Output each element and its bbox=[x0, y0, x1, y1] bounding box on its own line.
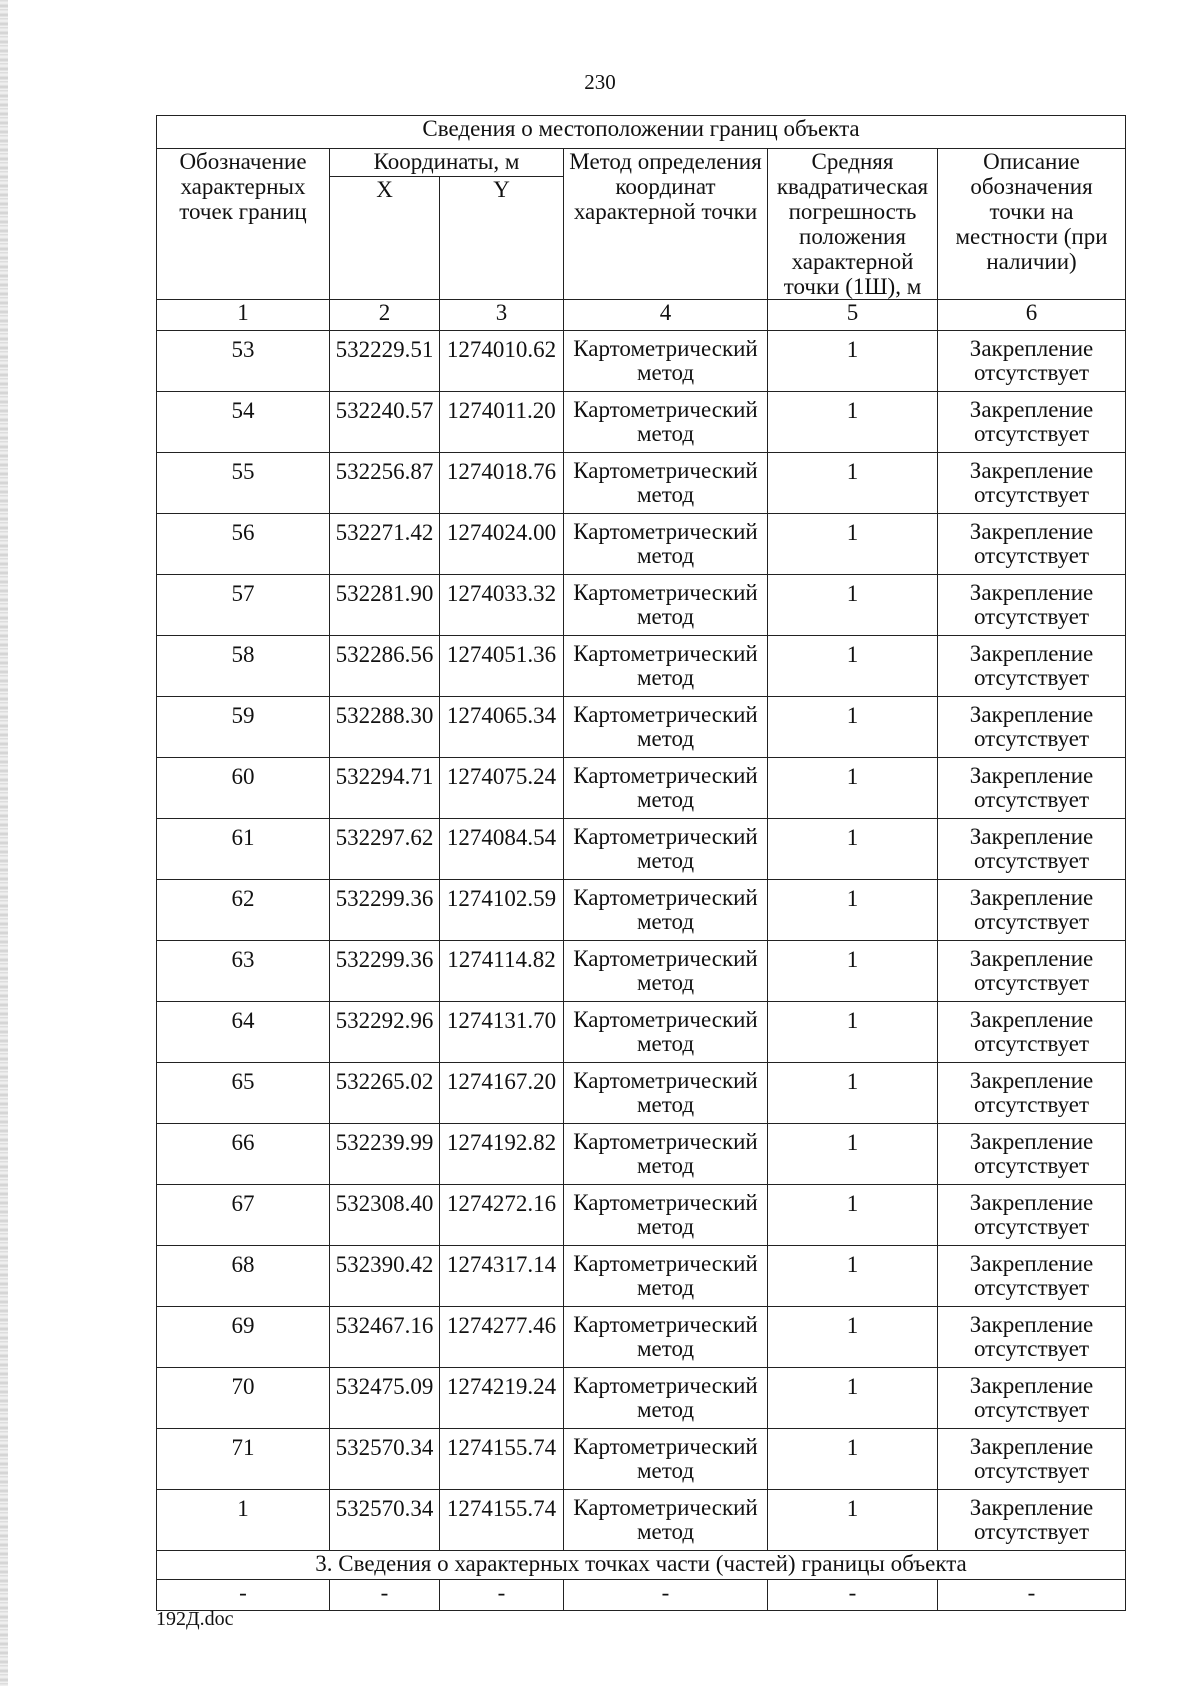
point-designation-cell: 53 bbox=[157, 331, 330, 392]
file-name-footer: 192Д.doc bbox=[156, 1608, 234, 1630]
method-cell: Картометрический метод bbox=[564, 1368, 768, 1429]
point-designation-cell: 1 bbox=[157, 1490, 330, 1551]
method-cell: Картометрический метод bbox=[564, 1307, 768, 1368]
header-designation: Обозначение характерных точек границ bbox=[157, 149, 330, 300]
method-cell: Картометрический метод bbox=[564, 453, 768, 514]
error-cell: 1 bbox=[768, 1307, 938, 1368]
column-number-row bbox=[157, 300, 1126, 331]
method-cell: Картометрический метод bbox=[564, 636, 768, 697]
header-y: Y bbox=[440, 177, 564, 300]
section-3-cell: - bbox=[768, 1580, 938, 1611]
x-coordinate-cell: 532467.16 bbox=[330, 1307, 440, 1368]
y-coordinate-cell: 1274114.82 bbox=[440, 941, 564, 1002]
y-coordinate-cell: 1274102.59 bbox=[440, 880, 564, 941]
error-cell: 1 bbox=[768, 1368, 938, 1429]
y-coordinate-cell: 1274084.54 bbox=[440, 819, 564, 880]
description-cell: Закрепление отсутствует bbox=[938, 697, 1126, 758]
error-cell: 1 bbox=[768, 1002, 938, 1063]
error-cell: 1 bbox=[768, 1063, 938, 1124]
table-title: Сведения о местоположении границ объекта bbox=[157, 116, 1126, 149]
table-row bbox=[157, 1002, 1126, 1063]
section-3-title: 3. Сведения о характерных точках части (частей) границы объекта bbox=[157, 1551, 1126, 1580]
description-cell: Закрепление отсутствует bbox=[938, 819, 1126, 880]
description-cell: Закрепление отсутствует bbox=[938, 392, 1126, 453]
method-cell: Картометрический метод bbox=[564, 514, 768, 575]
column-number: 3 bbox=[440, 300, 564, 331]
error-cell: 1 bbox=[768, 1124, 938, 1185]
error-cell: 1 bbox=[768, 758, 938, 819]
x-coordinate-cell: 532570.34 bbox=[330, 1429, 440, 1490]
table-row bbox=[157, 1063, 1126, 1124]
y-coordinate-cell: 1274317.14 bbox=[440, 1246, 564, 1307]
y-coordinate-cell: 1274033.32 bbox=[440, 575, 564, 636]
point-designation-cell: 60 bbox=[157, 758, 330, 819]
description-cell: Закрепление отсутствует bbox=[938, 758, 1126, 819]
error-cell: 1 bbox=[768, 819, 938, 880]
method-cell: Картометрический метод bbox=[564, 1429, 768, 1490]
description-cell: Закрепление отсутствует bbox=[938, 1429, 1126, 1490]
page-number: 230 bbox=[584, 70, 616, 94]
header-x: X bbox=[330, 177, 440, 300]
error-cell: 1 bbox=[768, 1429, 938, 1490]
description-cell: Закрепление отсутствует bbox=[938, 453, 1126, 514]
scan-edge bbox=[0, 0, 8, 1686]
x-coordinate-cell: 532229.51 bbox=[330, 331, 440, 392]
table-row bbox=[157, 514, 1126, 575]
point-designation-cell: 59 bbox=[157, 697, 330, 758]
description-cell: Закрепление отсутствует bbox=[938, 1246, 1126, 1307]
point-designation-cell: 68 bbox=[157, 1246, 330, 1307]
section-3-cell: - bbox=[564, 1580, 768, 1611]
table-row bbox=[157, 1124, 1126, 1185]
error-cell: 1 bbox=[768, 331, 938, 392]
header-coordinates: Координаты, м bbox=[330, 149, 564, 177]
description-cell: Закрепление отсутствует bbox=[938, 331, 1126, 392]
table-row bbox=[157, 697, 1126, 758]
y-coordinate-cell: 1274010.62 bbox=[440, 331, 564, 392]
description-cell: Закрепление отсутствует bbox=[938, 575, 1126, 636]
error-cell: 1 bbox=[768, 453, 938, 514]
error-cell: 1 bbox=[768, 941, 938, 1002]
column-number: 6 bbox=[938, 300, 1126, 331]
table-row bbox=[157, 758, 1126, 819]
column-number: 2 bbox=[330, 300, 440, 331]
table-row bbox=[157, 331, 1126, 392]
boundary-table bbox=[156, 115, 1126, 1611]
column-number: 4 bbox=[564, 300, 768, 331]
table-row bbox=[157, 575, 1126, 636]
table-row bbox=[157, 392, 1126, 453]
section-3-cell: - bbox=[440, 1580, 564, 1611]
description-cell: Закрепление отсутствует bbox=[938, 1368, 1126, 1429]
method-cell: Картометрический метод bbox=[564, 1490, 768, 1551]
table-row bbox=[157, 453, 1126, 514]
x-coordinate-cell: 532299.36 bbox=[330, 941, 440, 1002]
point-designation-cell: 69 bbox=[157, 1307, 330, 1368]
x-coordinate-cell: 532475.09 bbox=[330, 1368, 440, 1429]
y-coordinate-cell: 1274272.16 bbox=[440, 1185, 564, 1246]
x-coordinate-cell: 532299.36 bbox=[330, 880, 440, 941]
error-cell: 1 bbox=[768, 636, 938, 697]
point-designation-cell: 61 bbox=[157, 819, 330, 880]
method-cell: Картометрический метод bbox=[564, 1124, 768, 1185]
method-cell: Картометрический метод bbox=[564, 1063, 768, 1124]
error-cell: 1 bbox=[768, 575, 938, 636]
y-coordinate-cell: 1274155.74 bbox=[440, 1490, 564, 1551]
point-designation-cell: 54 bbox=[157, 392, 330, 453]
y-coordinate-cell: 1274167.20 bbox=[440, 1063, 564, 1124]
description-cell: Закрепление отсутствует bbox=[938, 1307, 1126, 1368]
description-cell: Закрепление отсутствует bbox=[938, 1002, 1126, 1063]
y-coordinate-cell: 1274219.24 bbox=[440, 1368, 564, 1429]
method-cell: Картометрический метод bbox=[564, 758, 768, 819]
x-coordinate-cell: 532281.90 bbox=[330, 575, 440, 636]
x-coordinate-cell: 532286.56 bbox=[330, 636, 440, 697]
method-cell: Картометрический метод bbox=[564, 1246, 768, 1307]
description-cell: Закрепление отсутствует bbox=[938, 636, 1126, 697]
description-cell: Закрепление отсутствует bbox=[938, 941, 1126, 1002]
table-row bbox=[157, 636, 1126, 697]
error-cell: 1 bbox=[768, 392, 938, 453]
x-coordinate-cell: 532256.87 bbox=[330, 453, 440, 514]
point-designation-cell: 56 bbox=[157, 514, 330, 575]
point-designation-cell: 55 bbox=[157, 453, 330, 514]
description-cell: Закрепление отсутствует bbox=[938, 1490, 1126, 1551]
y-coordinate-cell: 1274192.82 bbox=[440, 1124, 564, 1185]
table-row bbox=[157, 941, 1126, 1002]
y-coordinate-cell: 1274051.36 bbox=[440, 636, 564, 697]
point-designation-cell: 66 bbox=[157, 1124, 330, 1185]
point-designation-cell: 67 bbox=[157, 1185, 330, 1246]
description-cell: Закрепление отсутствует bbox=[938, 514, 1126, 575]
section-3-cell: - bbox=[330, 1580, 440, 1611]
column-number: 1 bbox=[157, 300, 330, 331]
point-designation-cell: 64 bbox=[157, 1002, 330, 1063]
table-row bbox=[157, 880, 1126, 941]
table-row bbox=[157, 1307, 1126, 1368]
column-number: 5 bbox=[768, 300, 938, 331]
table-row bbox=[157, 819, 1126, 880]
x-coordinate-cell: 532292.96 bbox=[330, 1002, 440, 1063]
y-coordinate-cell: 1274131.70 bbox=[440, 1002, 564, 1063]
description-cell: Закрепление отсутствует bbox=[938, 1185, 1126, 1246]
point-designation-cell: 63 bbox=[157, 941, 330, 1002]
y-coordinate-cell: 1274011.20 bbox=[440, 392, 564, 453]
point-designation-cell: 65 bbox=[157, 1063, 330, 1124]
error-cell: 1 bbox=[768, 1185, 938, 1246]
y-coordinate-cell: 1274065.34 bbox=[440, 697, 564, 758]
header-error: Средняя квадратическая погрешность положения характерной точки (1Ш), м bbox=[768, 149, 938, 300]
error-cell: 1 bbox=[768, 880, 938, 941]
x-coordinate-cell: 532308.40 bbox=[330, 1185, 440, 1246]
y-coordinate-cell: 1274277.46 bbox=[440, 1307, 564, 1368]
method-cell: Картометрический метод bbox=[564, 1185, 768, 1246]
error-cell: 1 bbox=[768, 697, 938, 758]
y-coordinate-cell: 1274018.76 bbox=[440, 453, 564, 514]
description-cell: Закрепление отсутствует bbox=[938, 1124, 1126, 1185]
x-coordinate-cell: 532240.57 bbox=[330, 392, 440, 453]
point-designation-cell: 71 bbox=[157, 1429, 330, 1490]
y-coordinate-cell: 1274075.24 bbox=[440, 758, 564, 819]
point-designation-cell: 70 bbox=[157, 1368, 330, 1429]
section-3-row bbox=[157, 1580, 1126, 1611]
table-row bbox=[157, 1185, 1126, 1246]
y-coordinate-cell: 1274024.00 bbox=[440, 514, 564, 575]
table-row bbox=[157, 1429, 1126, 1490]
point-designation-cell: 57 bbox=[157, 575, 330, 636]
x-coordinate-cell: 532297.62 bbox=[330, 819, 440, 880]
y-coordinate-cell: 1274155.74 bbox=[440, 1429, 564, 1490]
description-cell: Закрепление отсутствует bbox=[938, 1063, 1126, 1124]
table-row bbox=[157, 1368, 1126, 1429]
method-cell: Картометрический метод bbox=[564, 392, 768, 453]
method-cell: Картометрический метод bbox=[564, 697, 768, 758]
header-description: Описание обозначения точки на местности (при наличии) bbox=[938, 149, 1126, 300]
point-designation-cell: 62 bbox=[157, 880, 330, 941]
description-cell: Закрепление отсутствует bbox=[938, 880, 1126, 941]
error-cell: 1 bbox=[768, 514, 938, 575]
section-3-cell: - bbox=[938, 1580, 1126, 1611]
point-designation-cell: 58 bbox=[157, 636, 330, 697]
table-row bbox=[157, 1246, 1126, 1307]
method-cell: Картометрический метод bbox=[564, 819, 768, 880]
x-coordinate-cell: 532288.30 bbox=[330, 697, 440, 758]
x-coordinate-cell: 532390.42 bbox=[330, 1246, 440, 1307]
table-row bbox=[157, 1490, 1126, 1551]
method-cell: Картометрический метод bbox=[564, 575, 768, 636]
method-cell: Картометрический метод bbox=[564, 941, 768, 1002]
header-method: Метод определения координат характерной точки bbox=[564, 149, 768, 300]
method-cell: Картометрический метод bbox=[564, 331, 768, 392]
error-cell: 1 bbox=[768, 1246, 938, 1307]
method-cell: Картометрический метод bbox=[564, 1002, 768, 1063]
x-coordinate-cell: 532265.02 bbox=[330, 1063, 440, 1124]
x-coordinate-cell: 532570.34 bbox=[330, 1490, 440, 1551]
method-cell: Картометрический метод bbox=[564, 880, 768, 941]
x-coordinate-cell: 532294.71 bbox=[330, 758, 440, 819]
x-coordinate-cell: 532239.99 bbox=[330, 1124, 440, 1185]
error-cell: 1 bbox=[768, 1490, 938, 1551]
section-3-cell: - bbox=[157, 1580, 330, 1611]
x-coordinate-cell: 532271.42 bbox=[330, 514, 440, 575]
